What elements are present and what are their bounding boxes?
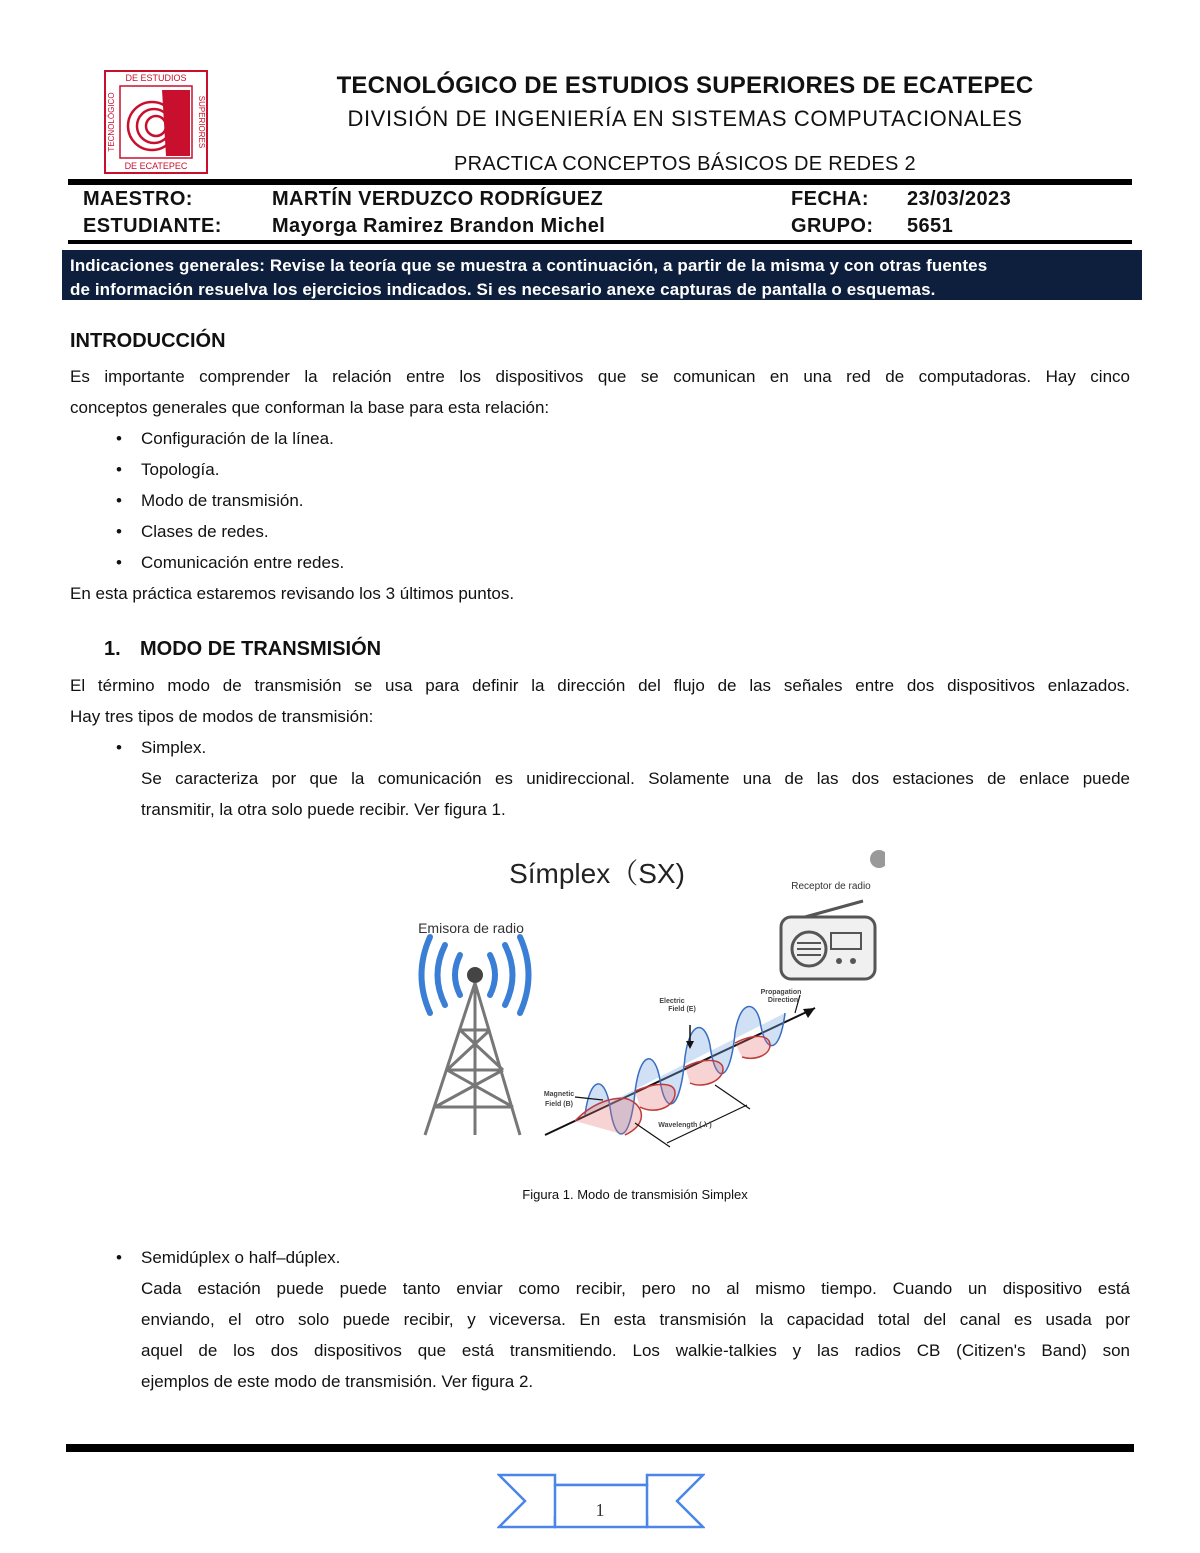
teacher-label: MAESTRO:: [83, 188, 193, 210]
instructions-line-2: de información resuelva los ejercicios indicados. Si es necesario anexe capturas de pantalla o esquemas.: [70, 280, 936, 299]
list-item-text: Configuración de la línea.: [141, 429, 334, 448]
propagation-label-2: Direction: [767, 997, 799, 1004]
half-duplex-line-3: aquel de los dos dispositivos que está transmitiendo. Los walkie-talkies y las radios CB (Citizen's Band) son: [141, 1341, 1130, 1360]
bullet-icon: •: [116, 522, 122, 541]
simplex-title: Simplex.: [141, 738, 207, 757]
figure-caption: Figura 1. Modo de transmisión Simplex: [522, 1187, 748, 1202]
simplex-figure: [385, 845, 885, 1165]
list-item-simplex: [0, 732, 1130, 825]
practice-title: PRACTICA CONCEPTOS BÁSICOS DE REDES 2: [454, 153, 916, 175]
figure-corner-mark: [870, 850, 885, 868]
half-duplex-line-4: ejemplos de este modo de transmisión. Ver figura 2.: [141, 1372, 534, 1391]
header-divider: [68, 179, 1132, 185]
logo-text-bottom: DE ECATEPEC: [124, 161, 188, 171]
info-divider: [68, 240, 1132, 244]
half-duplex-line-1: Cada estación puede puede tanto enviar como recibir, pero no al mismo tiempo. Cuando un dispositivo está: [141, 1279, 1130, 1298]
simplex-line-1: Se caracteriza por que la comunicación es unidireccional. Solamente una de las dos estaciones de enlace puede: [141, 769, 1130, 788]
intro-paragraph: [70, 361, 1130, 423]
half-duplex-block: [141, 1242, 1130, 1397]
bullet-icon: •: [116, 1248, 122, 1267]
bullet-icon: •: [116, 491, 122, 510]
group-value: 5651: [907, 215, 954, 237]
radio-receiver-icon: [781, 901, 875, 979]
general-instructions: [62, 250, 1142, 300]
half-duplex-line-2: enviando, el otro solo puede recibir, y viceversa. En esta transmisión la capacidad total del canal es usada por: [141, 1310, 1130, 1329]
section-line-2: Hay tres tipos de modos de transmisión:: [70, 707, 374, 726]
section-heading: [104, 638, 381, 661]
date-label: FECHA:: [791, 188, 869, 210]
list-item: [0, 516, 1100, 547]
list-item-text: Topología.: [141, 460, 220, 479]
magnetic-field-label-2: Field (B): [545, 1101, 573, 1108]
electric-field-label-2: Field (E): [668, 1006, 696, 1013]
simplex-block: [141, 732, 1130, 825]
bullet-icon: •: [116, 429, 122, 448]
receiver-label: Receptor de radio: [791, 881, 871, 892]
half-duplex-title: Semidúplex o half–dúplex.: [141, 1248, 341, 1267]
logo-text-right: SUPERIORES: [197, 95, 206, 149]
list-item-text: Modo de transmisión.: [141, 491, 304, 510]
logo-text-top: DE ESTUDIOS: [125, 73, 187, 83]
student-name: Mayorga Ramirez Brandon Michel: [272, 215, 606, 237]
magnetic-field-label-1: Magnetic: [543, 1091, 575, 1098]
antenna-tip: [467, 967, 483, 983]
list-item: [0, 454, 1100, 485]
list-item: [0, 547, 1100, 578]
instructions-line-1: Indicaciones generales: Revise la teoría que se muestra a continuación, a partir de la misma y con otras fuentes: [70, 256, 988, 275]
teacher-name: MARTÍN VERDUZCO RODRÍGUEZ: [272, 188, 604, 210]
bullet-icon: •: [116, 460, 122, 479]
sender-label: Emisora de radio: [418, 920, 524, 936]
section-line-1: El término modo de transmisión se usa para definir la dirección del flujo de las señales entre dos dispositivos enlazados.: [70, 676, 1130, 695]
section-paragraph: [70, 670, 1130, 732]
date-value: 23/03/2023: [907, 188, 1012, 210]
section-title: MODO DE TRANSMISIÓN: [140, 638, 382, 660]
division-name: DIVISIÓN DE INGENIERÍA EN SISTEMAS COMPUTACIONALES: [347, 106, 1023, 131]
list-item: [0, 423, 1100, 454]
bullet-icon: •: [116, 738, 122, 757]
intro-closing: En esta práctica estaremos revisando los 3 últimos puntos.: [70, 584, 515, 603]
list-item-text: Comunicación entre redes.: [141, 553, 345, 572]
wavelength-label: Wavelength ( λ ): [658, 1122, 712, 1129]
footer-divider: [66, 1444, 1134, 1452]
simplex-line-2: transmitir, la otra solo puede recibir. Ver figura 1.: [141, 800, 506, 819]
list-item: [0, 485, 1100, 516]
intro-line-2: conceptos generales que conforman la base para esta relación:: [70, 398, 550, 417]
institution-logo: [104, 70, 208, 174]
section-number: 1.: [104, 638, 121, 660]
page-number: 1: [595, 1500, 605, 1520]
electric-field-label-1: Electric: [659, 998, 685, 1005]
logo-text-left: TECNOLÓGICO: [107, 92, 116, 152]
list-item-text: Clases de redes.: [141, 522, 269, 541]
bullet-icon: •: [116, 553, 122, 572]
intro-line-1: Es importante comprender la relación entre los dispositivos que se comunican en una red de computadoras. Hay cinco: [70, 367, 1130, 386]
propagation-label-1: Propagation: [760, 989, 802, 996]
figure-title: Símplex（SX): [509, 858, 685, 889]
list-item-half-duplex: [0, 1242, 1130, 1397]
intro-heading: INTRODUCCIÓN: [70, 330, 226, 352]
group-label: GRUPO:: [791, 215, 874, 237]
institution-name: TECNOLÓGICO DE ESTUDIOS SUPERIORES DE ECATEPEC: [336, 72, 1034, 99]
student-label: ESTUDIANTE:: [83, 215, 222, 237]
